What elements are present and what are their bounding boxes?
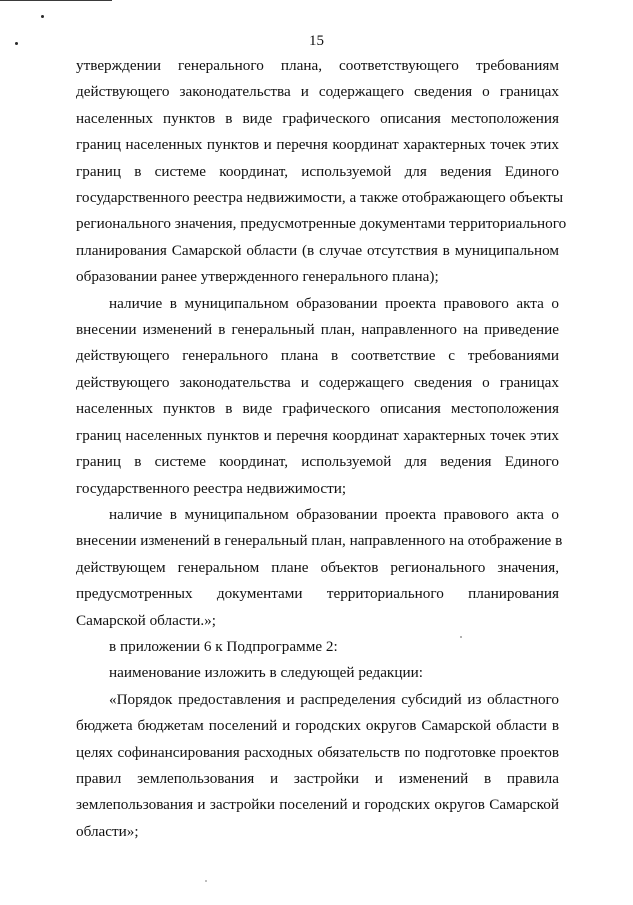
text-line: населенных пунктов в виде графического описания местоположения — [76, 400, 559, 418]
text-line: в приложении 6 к Подпрограмме 2: — [109, 637, 338, 655]
paragraph — [76, 634, 559, 660]
text-line: государственного реестра недвижимости, а также отображающего объекты — [76, 189, 564, 207]
paragraph — [76, 291, 559, 502]
text-line: Самарской области.»; — [76, 611, 216, 629]
text-line: бюджета бюджетам поселений и городских округов Самарской области в — [76, 717, 559, 735]
text-line: землепользования и застройки поселений и городских округов Самарской — [76, 796, 559, 814]
text-line: границ в системе координат, используемой для ведения Единого — [76, 453, 559, 471]
text-line: целях софинансирования расходных обязательств по подготовке проектов — [76, 743, 559, 761]
scan-artifact-line — [0, 0, 112, 1]
text-line: государственного реестра недвижимости; — [76, 479, 347, 497]
scan-artifact-dot — [205, 880, 207, 882]
text-line: внесении изменений в генеральный план, направленного на приведение — [76, 321, 559, 339]
text-line: планирования Самарской области (в случае отсутствия в муниципальном — [76, 241, 559, 259]
paragraph — [76, 660, 559, 686]
text-line: наличие в муниципальном образовании проекта правового акта о — [109, 505, 559, 523]
document-body — [76, 53, 567, 845]
text-line: действующего законодательства и содержащего сведения о границах — [76, 373, 559, 391]
text-line: границ населенных пунктов и перечня координат характерных точек этих — [76, 136, 559, 154]
page-number: 15 — [309, 33, 324, 49]
text-line: действующего генерального плана в соответствие с требованиями — [76, 347, 559, 365]
text-line: действующем генеральном плане объектов регионального значения, — [76, 558, 559, 576]
text-line: наличие в муниципальном образовании проекта правового акта о — [109, 294, 559, 312]
paragraph — [76, 687, 559, 845]
paragraph — [76, 53, 567, 291]
text-line: образовании ранее утвержденного генерального плана); — [76, 268, 439, 286]
scan-artifact-dot — [41, 15, 44, 18]
text-line: утверждении генерального плана, соответствующего требованиям — [76, 57, 559, 74]
text-line: наименование изложить в следующей редакции: — [109, 664, 423, 682]
text-line: границ в системе координат, используемой для ведения Единого — [76, 162, 559, 180]
text-line: регионального значения, предусмотренные документами территориального — [76, 215, 567, 233]
text-line: области»; — [76, 822, 139, 840]
text-line: внесении изменений в генеральный план, направленного на отображение в — [76, 532, 563, 550]
text-line: границ населенных пунктов и перечня координат характерных точек этих — [76, 426, 559, 444]
text-line: действующего законодательства и содержащего сведения о границах — [76, 83, 559, 101]
paragraph — [76, 502, 563, 634]
text-line: «Порядок предоставления и распределения субсидий из областного — [109, 690, 559, 708]
text-line: населенных пунктов в виде графического описания местоположения — [76, 109, 559, 127]
text-line: предусмотренных документами территориального планирования — [76, 585, 559, 603]
text-line: правил землепользования и застройки и изменений в правила — [76, 769, 559, 787]
